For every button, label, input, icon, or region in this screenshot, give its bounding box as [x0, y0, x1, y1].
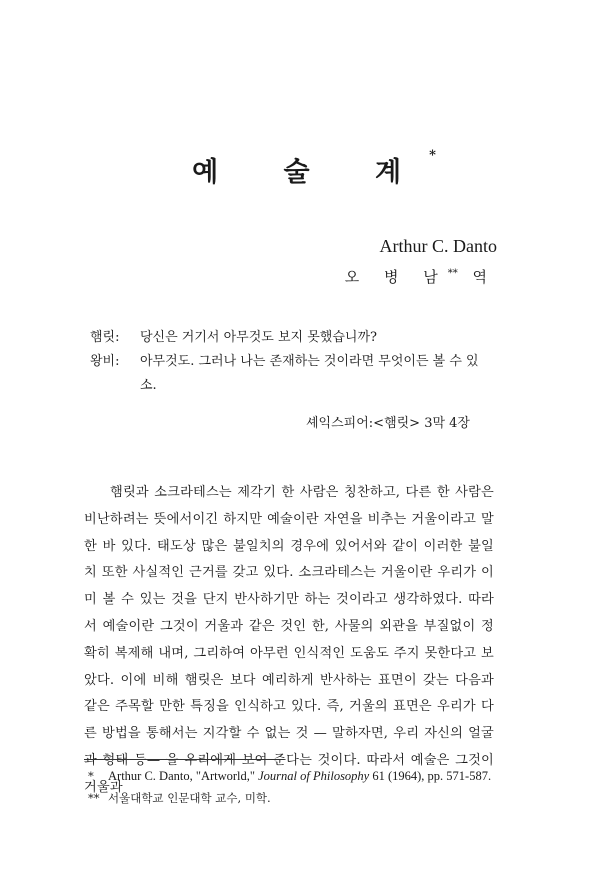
- translator-line: [345, 260, 497, 291]
- footnotes: [88, 765, 508, 809]
- epigraph-line: [90, 326, 490, 350]
- footnote-1: [88, 765, 508, 787]
- epigraph-speaker: 왕비:: [90, 354, 120, 369]
- footnote-mark: **: [88, 791, 100, 805]
- epigraph-text: 당신은 거기서 아무것도 보지 못했습니까?: [140, 330, 377, 345]
- footnote-journal: Journal of Philosophy: [258, 769, 370, 783]
- footnote-divider: [84, 759, 284, 760]
- translator-name: 오 병 남: [344, 268, 448, 286]
- page-title: [14, 150, 600, 189]
- author-name: Arthur C. Danto: [379, 236, 497, 256]
- epigraph: [90, 326, 490, 398]
- epigraph-source: 셰익스피어:<햄릿> 3막 4장: [306, 416, 470, 431]
- footnote-mark: *: [88, 769, 94, 783]
- footnote-pages: 61 (1964), pp. 571-587.: [369, 769, 492, 783]
- translator-footnote-mark: **: [447, 268, 458, 279]
- byline: [345, 233, 497, 291]
- footnote-2: [88, 787, 508, 809]
- title-footnote-mark: *: [429, 148, 436, 163]
- title-text: 예 술 계: [192, 157, 430, 188]
- epigraph-line: [90, 350, 490, 398]
- footnote-text: [108, 765, 491, 787]
- footnote-text: 서울대학교 인문대학 교수, 미학.: [108, 791, 271, 805]
- epigraph-speaker: 햄릿:: [90, 330, 120, 345]
- body-paragraph: 햄릿과 소크라테스는 제각기 한 사람은 칭찬하고, 다른 한 사람은 비난하려는 뜻에서이긴 하지만 예술이란 자연을 비추는 거울이라고 말한 바 있다. 태도상 많은 불일치의 경우에 있어서와 같이 이러한 불일치 또한 사실적인 근거를 갖고 있다. 소크라테스는 거울이란 우리가 이미 볼 수 있는 것을 단지 반사하기만 하는 것이라고 생각하였다. 따라서 예술이란 그것이 거울과 같은 것인 한, 사물의 외관을 부질없이 정확히 복제해 내며, 그리하여 아무런 인식적인 도움도 주지 못한다고 보았다. 이에 비해 햄릿은 보다 예리하게 반사하는 표면이 갖는 다음과 같은 주목할 만한 특징을 인식하고 있다. 즉, 거울의 표면은 우리가 다른 방법을 통해서는 지각할 수 없는 것 — 말하자면, 우리 자신의 얼굴과 형태 등— 을 우리에게 보여 준다는 것이다. 따라서 예술은 그것이 거울과: [84, 485, 494, 795]
- footnote-citation: Arthur C. Danto, "Artworld,": [108, 769, 259, 783]
- epigraph-text: 아무것도. 그러나 나는 존재하는 것이라면 무엇이든 볼 수 있소.: [140, 354, 479, 393]
- translator-role: 역: [472, 268, 497, 286]
